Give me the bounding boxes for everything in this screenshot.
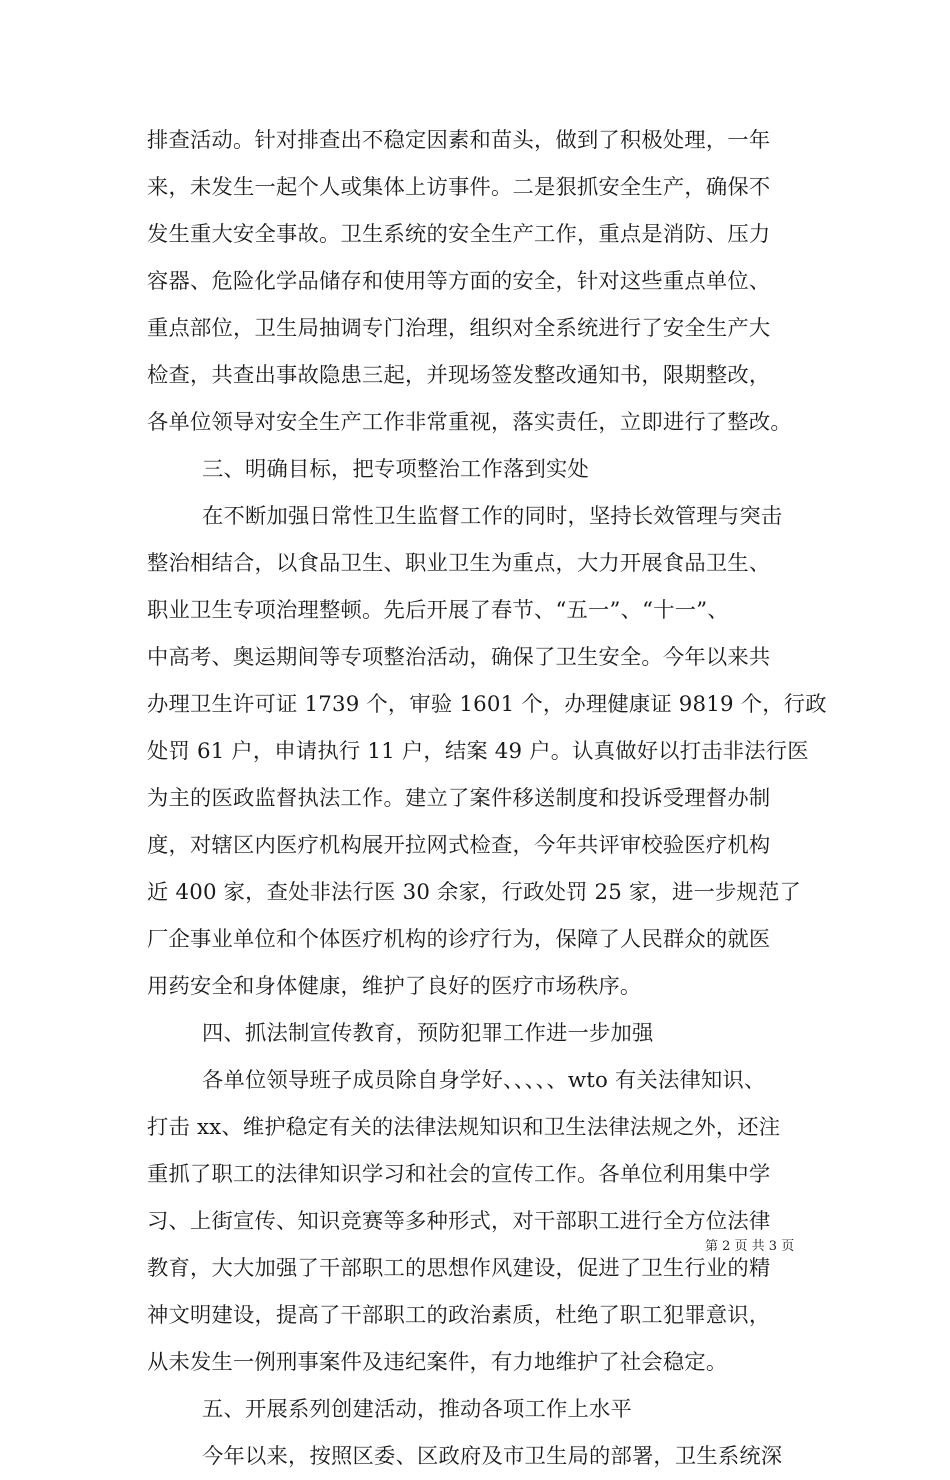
text-line: 发生重大安全事故。卫生系统的安全生产工作，重点是消防、压力 [147, 222, 771, 247]
text-line: 处罚 61 户，申请执行 11 户，结案 49 户。认真做好以打击非法行医 [147, 739, 809, 764]
text-line: 教育，大大加强了干部职工的思想作风建设，促进了卫生行业的精 [147, 1256, 771, 1281]
text-line: 神文明建设，提高了干部职工的政治素质，杜绝了职工犯罪意识， [147, 1303, 771, 1328]
section-heading-5: 五、开展系列创建活动，推动各项工作上水平 [202, 1397, 632, 1422]
section-heading-3: 三、明确目标，把专项整治工作落到实处 [202, 457, 589, 482]
text-line: 度，对辖区内医疗机构展开拉网式检查，今年共评审校验医疗机构 [147, 833, 771, 858]
text-line: 中高考、奥运期间等专项整治活动，确保了卫生安全。今年以来共 [147, 645, 771, 670]
text-line: 检查，共查出事故隐患三起，并现场签发整改通知书，限期整改， [147, 363, 771, 388]
text-line: 打击 xx、维护稳定有关的法律法规知识和卫生法律法规之外，还注 [147, 1115, 781, 1140]
text-line: 为主的医政监督执法工作。建立了案件移送制度和投诉受理督办制 [147, 786, 771, 811]
section-heading-4: 四、抓法制宣传教育，预防犯罪工作进一步加强 [202, 1021, 654, 1046]
text-line: 习、上街宣传、知识竞赛等多种形式，对干部职工进行全方位法律 [147, 1209, 771, 1234]
text-line: 各单位领导对安全生产工作非常重视，落实责任，立即进行了整改。 [147, 410, 792, 435]
text-line: 今年以来，按照区委、区政府及市卫生局的部署，卫生系统深 [202, 1444, 783, 1469]
text-line: 近 400 家，查处非法行医 30 余家，行政处罚 25 家，进一步规范了 [147, 880, 801, 905]
text-line: 重抓了职工的法律知识学习和社会的宣传工作。各单位利用集中学 [147, 1162, 771, 1187]
text-line: 来，未发生一起个人或集体上访事件。二是狠抓安全生产，确保不 [147, 175, 771, 200]
page-footer: 第 2 页 共 3 页 [705, 1239, 795, 1254]
body-text [147, 117, 827, 1480]
text-line: 在不断加强日常性卫生监督工作的同时，坚持长效管理与突击 [202, 504, 783, 529]
text-line: 排查活动。针对排查出不稳定因素和苗头，做到了积极处理，一年 [147, 128, 771, 153]
text-line: 重点部位，卫生局抽调专门治理，组织对全系统进行了安全生产大 [147, 316, 771, 341]
text-line: 容器、危险化学品储存和使用等方面的安全，针对这些重点单位、 [147, 269, 771, 294]
text-line: 从未发生一例刑事案件及违纪案件，有力地维护了社会稳定。 [147, 1350, 728, 1375]
text-line: 各单位领导班子成员除自身学好、、、、、wto 有关法律知识、 [202, 1068, 766, 1093]
text-line: 整治相结合，以食品卫生、职业卫生为重点，大力开展食品卫生、 [147, 551, 771, 576]
text-line: 职业卫生专项治理整顿。先后开展了春节、“五一”、“十一”、 [147, 598, 729, 623]
text-line: 用药安全和身体健康，维护了良好的医疗市场秩序。 [147, 974, 642, 999]
text-line: 办理卫生许可证 1739 个，审验 1601 个，办理健康证 9819 个，行政 [147, 692, 827, 717]
text-line: 厂企事业单位和个体医疗机构的诊疗行为，保障了人民群众的就医 [147, 927, 771, 952]
